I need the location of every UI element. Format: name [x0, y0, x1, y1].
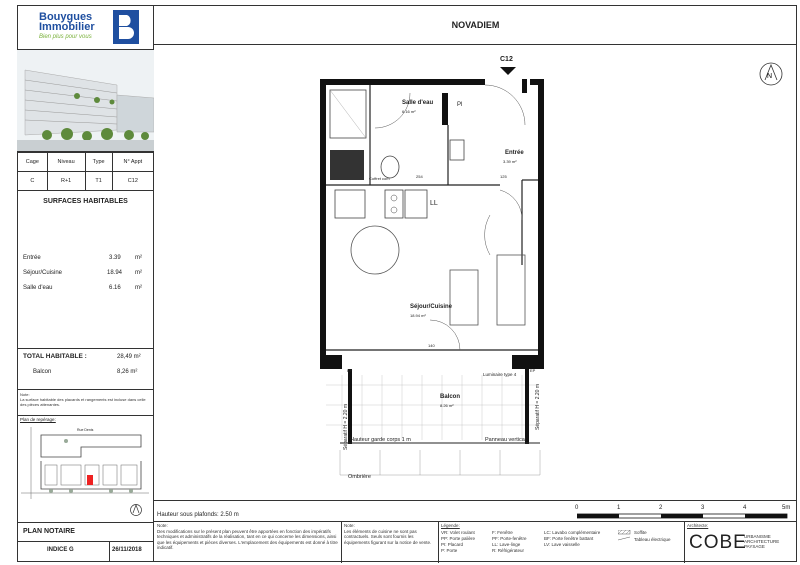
- panneau-label: Panneau vertical: [485, 437, 526, 443]
- footer: [154, 500, 797, 562]
- compass-small-icon: [129, 503, 143, 517]
- divider: [154, 521, 797, 522]
- coffret-label: Coffret com: [369, 176, 390, 181]
- divider: [438, 521, 439, 563]
- surface-label-salle-eau: Salle d'eau: [23, 285, 53, 291]
- divider: [17, 522, 154, 523]
- surface-label-entree: Entrée: [23, 255, 41, 261]
- architect-label: Architecte:: [687, 523, 709, 528]
- room-area-salle-eau: 6.16 m²: [402, 109, 416, 114]
- luminaire-label: Luminaire type 4: [483, 372, 517, 377]
- surface-value-entree: 3.39: [109, 255, 121, 261]
- divider: [17, 541, 154, 542]
- dim-label: 254: [416, 174, 423, 179]
- surface-unit-sejour: m²: [135, 270, 142, 276]
- legend-item: VR: Volet roulant: [441, 530, 475, 535]
- room-name-entree: Entrée: [505, 150, 524, 156]
- divider: [17, 415, 154, 416]
- legend-item: LC: Lavabo complémentaire: [544, 530, 601, 535]
- balcon-label: Balcon: [33, 369, 52, 375]
- scale-tick: 2: [659, 505, 663, 511]
- divider: [341, 521, 342, 563]
- brand-tagline: Bien plus pour vous: [39, 34, 92, 40]
- legend-item: LL: Lave-linge: [492, 542, 521, 547]
- building-illustration: [17, 50, 154, 152]
- total-label: TOTAL HABITABLE :: [23, 353, 87, 360]
- footer-note-modifications: Note: Des modifications sur le présent plan peuvent être apportées en fonction des impératifs techniques et administratifs de la réalisation, tant en ce qui concerne les dimensions, ainsi que les équipements et pièces diverses. L'emplacement des équipements est donné à titre indicatif.: [157, 523, 338, 550]
- dim-label: 140: [428, 343, 435, 348]
- legend-item: PF: Porte-fenêtre: [492, 536, 527, 541]
- lave-linge-label: LL: [430, 200, 438, 207]
- surface-unit-entree: m²: [135, 255, 142, 261]
- divider: [109, 541, 110, 562]
- indice-date: 26/11/2018: [112, 547, 142, 553]
- logo-box: [17, 5, 154, 50]
- legend-symbols-icon: [618, 530, 632, 542]
- scale-tick: 0: [575, 505, 579, 511]
- lot-header-type: Type: [85, 153, 112, 172]
- doc-title: PLAN NOTAIRE: [23, 528, 75, 535]
- surfaces-title: SURFACES HABITABLES: [43, 198, 128, 205]
- lot-header-niveau: Niveau: [47, 153, 85, 172]
- legend-item: R: Réfrigérateur: [492, 548, 525, 553]
- hauteur-plafond: Hauteur sous plafonds: 2.50 m: [157, 512, 239, 518]
- ombriere-label: Ombrière: [348, 474, 371, 480]
- indice-label: INDICE G: [47, 547, 74, 553]
- scale-tick: 4: [743, 505, 747, 511]
- north-compass-icon: [757, 60, 785, 88]
- header: [154, 5, 797, 45]
- surface-unit-salle-eau: m²: [135, 285, 142, 291]
- dim-label: 125: [500, 174, 507, 179]
- side-note: Note: La surface habitable des placards et rangements est incluse dans celle des pièces attenantes.: [20, 392, 146, 407]
- legend-item: P: Porte: [441, 548, 458, 553]
- divider: [17, 348, 154, 349]
- placard-label: Pl: [457, 102, 463, 108]
- scale-tick: 1: [617, 505, 621, 511]
- balcon-value: 8,26 m²: [117, 369, 138, 375]
- divider: [17, 389, 154, 390]
- scale-tick: 5m: [782, 505, 791, 511]
- garde-corps-label: Hauteur garde corps 1 m: [350, 437, 411, 443]
- lot-header-cage: Cage: [18, 153, 48, 172]
- project-name: NOVADIEM: [451, 20, 500, 30]
- ep-label: EP: [530, 368, 536, 373]
- footer-note-cuisine: Note: Les éléments de cuisine ne sont pas contractuels. Seuls sont fournis les équipements figurant sur la notice de vente.: [344, 523, 432, 545]
- room-area-balcon: 8.26 m²: [440, 403, 454, 408]
- separatif-left-label: Séparatif H = 2.20 m: [343, 404, 349, 450]
- divider: [684, 521, 685, 563]
- total-value: 28,49 m²: [117, 354, 141, 360]
- separatif-right-label: Séparatif H = 2.20 m: [535, 384, 541, 430]
- room-name-balcon: Balcon: [440, 394, 461, 400]
- svg-text:N: N: [767, 73, 773, 80]
- room-area-entree: 3.39 m²: [503, 159, 517, 164]
- legend-item: LV: Lave vaisselle: [544, 542, 580, 547]
- scale-tick: 3: [701, 505, 705, 511]
- site-plan-street-label: Rue Denis: [77, 428, 94, 432]
- lot-value-appt: C12: [112, 172, 153, 191]
- lot-header-appt: N° Appt: [112, 153, 153, 172]
- surface-value-salle-eau: 6.16: [109, 285, 121, 291]
- unit-marker-label: C12: [500, 56, 513, 63]
- surface-label-sejour: Séjour/Cuisine: [23, 270, 63, 276]
- floor-plan: [300, 55, 560, 500]
- site-plan-map: [21, 427, 149, 499]
- plan-reperage-label: Plan de repérage:: [20, 417, 56, 422]
- building-render-image: [17, 50, 154, 152]
- architect-sub: PAYSAGE: [744, 544, 765, 549]
- legend-item: PI: Placard: [441, 542, 464, 547]
- architect-sub: ARCHITECTURE: [744, 539, 780, 544]
- ep-label: EP: [347, 368, 353, 373]
- surface-value-sejour: 18.94: [107, 270, 123, 276]
- architect-logo: COBE: [689, 532, 747, 553]
- bouygues-logo-icon: [113, 10, 139, 44]
- architect-sub: URBANISME: [744, 534, 771, 539]
- room-name-sejour: Séjour/Cuisine: [410, 304, 453, 310]
- legend-item: Soffite: [634, 530, 647, 535]
- room-area-sejour: 18.94 m²: [410, 313, 426, 318]
- legend-item: F: Fenêtre: [492, 530, 513, 535]
- legend-item: Tableau électrique: [634, 537, 671, 542]
- lot-value-type: T1: [85, 172, 112, 191]
- lot-value-niveau: R+1: [47, 172, 85, 191]
- lot-value-cage: C: [18, 172, 48, 191]
- lot-table: [17, 152, 154, 191]
- legend-title: Légende:: [441, 523, 460, 528]
- room-name-salle-eau: Salle d'eau: [402, 100, 434, 106]
- legend-item: BF: Porte fenêtre battant: [544, 536, 594, 541]
- brand-name-line2: Immobilier: [39, 21, 95, 33]
- sidebar: [17, 5, 154, 562]
- legend-item: PP: Porte palière: [441, 536, 476, 541]
- entrance-arrow-icon: [500, 67, 516, 75]
- brand-name-line1: Bouygues: [39, 11, 93, 23]
